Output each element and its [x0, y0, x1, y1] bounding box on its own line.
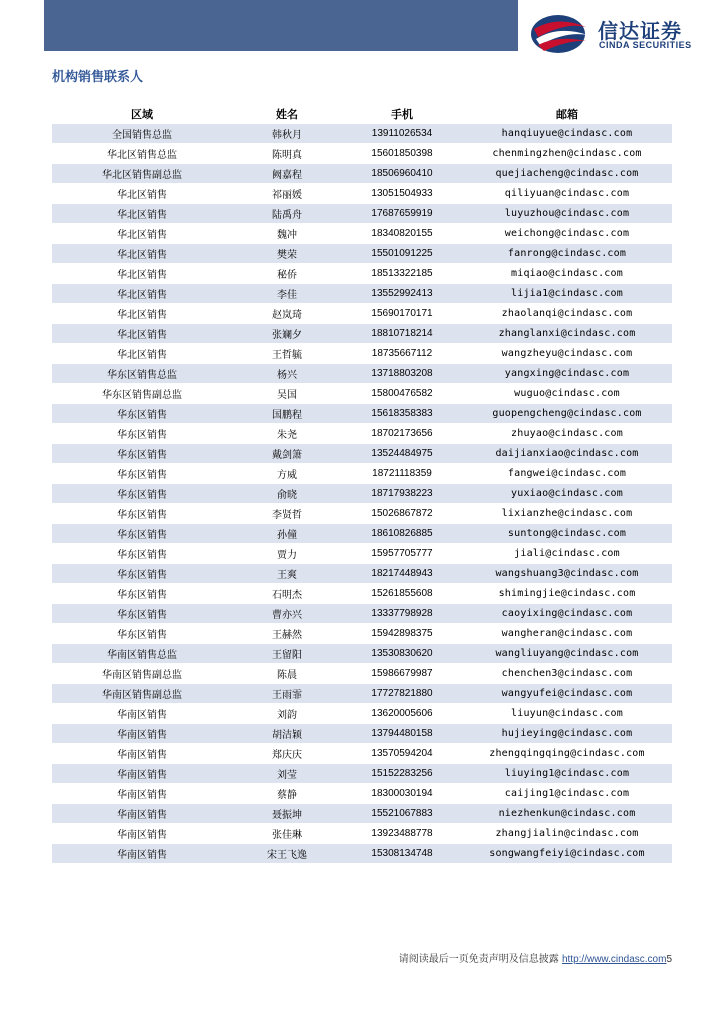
- footer-disclaimer: 请阅读最后一页免责声明及信息披露: [398, 954, 559, 965]
- region-cell: 华南区销售: [52, 784, 232, 804]
- table-row: [52, 784, 672, 804]
- email-cell: quejiacheng@cindasc.com: [462, 164, 672, 184]
- table-row: [52, 604, 672, 624]
- table-row: [52, 664, 672, 684]
- email-cell: caijing1@cindasc.com: [462, 784, 672, 804]
- email-cell: yuxiao@cindasc.com: [462, 484, 672, 504]
- email-cell: wuguo@cindasc.com: [462, 384, 672, 404]
- table-row: [52, 724, 672, 744]
- email-cell: wangshuang3@cindasc.com: [462, 564, 672, 584]
- page-number: 5: [666, 954, 672, 965]
- table-row: [52, 704, 672, 724]
- phone-cell: 15501091225: [342, 244, 462, 264]
- email-cell: hujieying@cindasc.com: [462, 724, 672, 744]
- table-row: [52, 224, 672, 244]
- region-cell: 华南区销售副总监: [52, 684, 232, 704]
- table-header-row: [52, 104, 672, 124]
- region-cell: 华南区销售: [52, 724, 232, 744]
- email-cell: fanrong@cindasc.com: [462, 244, 672, 264]
- region-cell: 华南区销售: [52, 704, 232, 724]
- table-row: [52, 524, 672, 544]
- table-row: [52, 124, 672, 144]
- table-row: [52, 544, 672, 564]
- phone-cell: 15690170171: [342, 304, 462, 324]
- name-cell: 陈晨: [232, 664, 342, 684]
- name-cell: 王哲毓: [232, 344, 342, 364]
- name-cell: 李贤哲: [232, 504, 342, 524]
- email-cell: wangyufei@cindasc.com: [462, 684, 672, 704]
- name-cell: 刘莹: [232, 764, 342, 784]
- table-row: [52, 684, 672, 704]
- table-row: [52, 504, 672, 524]
- region-cell: 华北区销售: [52, 224, 232, 244]
- phone-cell: 15308134748: [342, 844, 462, 864]
- email-cell: liuyun@cindasc.com: [462, 704, 672, 724]
- region-cell: 华东区销售: [52, 604, 232, 624]
- name-cell: 孙僮: [232, 524, 342, 544]
- table-row: [52, 564, 672, 584]
- phone-cell: 13718803208: [342, 364, 462, 384]
- name-cell: 李佳: [232, 284, 342, 304]
- header-name: 姓名: [276, 108, 298, 121]
- email-cell: wangliuyang@cindasc.com: [462, 644, 672, 664]
- email-cell: yangxing@cindasc.com: [462, 364, 672, 384]
- email-cell: guopengcheng@cindasc.com: [462, 404, 672, 424]
- phone-cell: 13570594204: [342, 744, 462, 764]
- logo-text-cn: 信达证券: [598, 19, 682, 43]
- header-bar: [44, 0, 518, 51]
- name-cell: 王爽: [232, 564, 342, 584]
- cinda-logo: [528, 13, 708, 55]
- email-cell: chenchen3@cindasc.com: [462, 664, 672, 684]
- name-cell: 张斓夕: [232, 324, 342, 344]
- header-region: 区域: [131, 108, 153, 121]
- name-cell: 贾力: [232, 544, 342, 564]
- region-cell: 华东区销售: [52, 524, 232, 544]
- name-cell: 胡洁颖: [232, 724, 342, 744]
- table-row: [52, 384, 672, 404]
- table-row: [52, 164, 672, 184]
- region-cell: 华北区销售: [52, 184, 232, 204]
- email-cell: luyuzhou@cindasc.com: [462, 204, 672, 224]
- email-cell: miqiao@cindasc.com: [462, 264, 672, 284]
- region-cell: 华东区销售: [52, 584, 232, 604]
- phone-cell: 15618358383: [342, 404, 462, 424]
- email-cell: lijia1@cindasc.com: [462, 284, 672, 304]
- table-row: [52, 424, 672, 444]
- name-cell: 国鹏程: [232, 404, 342, 424]
- name-cell: 阙嘉程: [232, 164, 342, 184]
- name-cell: 张佳琳: [232, 824, 342, 844]
- phone-cell: 18340820155: [342, 224, 462, 244]
- table-row: [52, 304, 672, 324]
- phone-cell: 15800476582: [342, 384, 462, 404]
- region-cell: 华东区销售: [52, 404, 232, 424]
- phone-cell: 18513322185: [342, 264, 462, 284]
- phone-cell: 18610826885: [342, 524, 462, 544]
- name-cell: 刘韵: [232, 704, 342, 724]
- region-cell: 华南区销售: [52, 824, 232, 844]
- region-cell: 全国销售总监: [52, 124, 232, 144]
- website-link[interactable]: http://www.cindasc.com: [561, 954, 667, 965]
- name-cell: 王留阳: [232, 644, 342, 664]
- section-title: 机构销售联系人: [52, 70, 144, 85]
- table-row: [52, 244, 672, 264]
- region-cell: 华东区销售: [52, 544, 232, 564]
- table-row: [52, 744, 672, 764]
- phone-cell: 13337798928: [342, 604, 462, 624]
- name-cell: 陈明真: [232, 144, 342, 164]
- region-cell: 华北区销售: [52, 204, 232, 224]
- phone-cell: 15026867872: [342, 504, 462, 524]
- cinda-logo-icon: [528, 13, 592, 55]
- table-row: [52, 584, 672, 604]
- table-row: [52, 184, 672, 204]
- region-cell: 华东区销售: [52, 464, 232, 484]
- email-cell: lixianzhe@cindasc.com: [462, 504, 672, 524]
- phone-cell: 13552992413: [342, 284, 462, 304]
- table-row: [52, 764, 672, 784]
- table-row: [52, 464, 672, 484]
- email-cell: songwangfeiyi@cindasc.com: [462, 844, 672, 864]
- email-cell: zhaolanqi@cindasc.com: [462, 304, 672, 324]
- table-row: [52, 484, 672, 504]
- email-cell: fangwei@cindasc.com: [462, 464, 672, 484]
- email-cell: weichong@cindasc.com: [462, 224, 672, 244]
- name-cell: 朱尧: [232, 424, 342, 444]
- name-cell: 樊荣: [232, 244, 342, 264]
- phone-cell: 15942898375: [342, 624, 462, 644]
- phone-cell: 18217448943: [342, 564, 462, 584]
- region-cell: 华东区销售: [52, 424, 232, 444]
- name-cell: 俞晓: [232, 484, 342, 504]
- email-cell: jiali@cindasc.com: [462, 544, 672, 564]
- phone-cell: 15957705777: [342, 544, 462, 564]
- phone-cell: 13794480158: [342, 724, 462, 744]
- phone-cell: 18506960410: [342, 164, 462, 184]
- email-cell: daijianxiao@cindasc.com: [462, 444, 672, 464]
- phone-cell: 13620005606: [342, 704, 462, 724]
- phone-cell: 13051504933: [342, 184, 462, 204]
- region-cell: 华南区销售: [52, 744, 232, 764]
- phone-cell: 18300030194: [342, 784, 462, 804]
- name-cell: 秘侨: [232, 264, 342, 284]
- table-row: [52, 644, 672, 664]
- table-row: [52, 144, 672, 164]
- email-cell: hanqiuyue@cindasc.com: [462, 124, 672, 144]
- name-cell: 赵岚琦: [232, 304, 342, 324]
- table-row: [52, 344, 672, 364]
- table-row: [52, 804, 672, 824]
- header-phone: 手机: [391, 108, 413, 121]
- email-cell: suntong@cindasc.com: [462, 524, 672, 544]
- contacts-table: [52, 104, 672, 864]
- name-cell: 蔡静: [232, 784, 342, 804]
- name-cell: 王赫然: [232, 624, 342, 644]
- table-row: [52, 284, 672, 304]
- name-cell: 曹亦兴: [232, 604, 342, 624]
- region-cell: 华北区销售: [52, 244, 232, 264]
- table-row: [52, 324, 672, 344]
- email-cell: shimingjie@cindasc.com: [462, 584, 672, 604]
- region-cell: 华东区销售: [52, 504, 232, 524]
- email-cell: zhanglanxi@cindasc.com: [462, 324, 672, 344]
- region-cell: 华东区销售副总监: [52, 384, 232, 404]
- phone-cell: 15986679987: [342, 664, 462, 684]
- region-cell: 华北区销售: [52, 304, 232, 324]
- phone-cell: 15261855608: [342, 584, 462, 604]
- region-cell: 华东区销售: [52, 484, 232, 504]
- phone-cell: 13923488778: [342, 824, 462, 844]
- phone-cell: 15601850398: [342, 144, 462, 164]
- name-cell: 郑庆庆: [232, 744, 342, 764]
- email-cell: qiliyuan@cindasc.com: [462, 184, 672, 204]
- name-cell: 魏冲: [232, 224, 342, 244]
- email-cell: chenmingzhen@cindasc.com: [462, 144, 672, 164]
- region-cell: 华南区销售: [52, 764, 232, 784]
- table-row: [52, 824, 672, 844]
- name-cell: 戴剑箫: [232, 444, 342, 464]
- email-cell: niezhenkun@cindasc.com: [462, 804, 672, 824]
- table-row: [52, 264, 672, 284]
- phone-cell: 17687659919: [342, 204, 462, 224]
- table-body: [52, 124, 672, 864]
- table-row: [52, 404, 672, 424]
- name-cell: 吴国: [232, 384, 342, 404]
- logo-text-en: CINDA SECURITIES: [599, 40, 692, 50]
- footer: [399, 950, 672, 965]
- name-cell: 陆禹舟: [232, 204, 342, 224]
- phone-cell: 13530830620: [342, 644, 462, 664]
- name-cell: 宋王飞逸: [232, 844, 342, 864]
- region-cell: 华南区销售: [52, 844, 232, 864]
- table-row: [52, 844, 672, 864]
- region-cell: 华东区销售: [52, 444, 232, 464]
- region-cell: 华北区销售: [52, 344, 232, 364]
- region-cell: 华东区销售: [52, 624, 232, 644]
- region-cell: 华北区销售副总监: [52, 164, 232, 184]
- name-cell: 石明杰: [232, 584, 342, 604]
- email-cell: liuying1@cindasc.com: [462, 764, 672, 784]
- name-cell: 祁丽媛: [232, 184, 342, 204]
- name-cell: 韩秋月: [232, 124, 342, 144]
- region-cell: 华北区销售: [52, 284, 232, 304]
- table-row: [52, 624, 672, 644]
- name-cell: 方威: [232, 464, 342, 484]
- region-cell: 华南区销售总监: [52, 644, 232, 664]
- region-cell: 华东区销售总监: [52, 364, 232, 384]
- phone-cell: 13911026534: [342, 124, 462, 144]
- email-cell: zhangjialin@cindasc.com: [462, 824, 672, 844]
- name-cell: 杨兴: [232, 364, 342, 384]
- name-cell: 王雨霏: [232, 684, 342, 704]
- region-cell: 华北区销售: [52, 264, 232, 284]
- email-cell: zhuyao@cindasc.com: [462, 424, 672, 444]
- table-row: [52, 364, 672, 384]
- email-cell: wangheran@cindasc.com: [462, 624, 672, 644]
- phone-cell: 17727821880: [342, 684, 462, 704]
- region-cell: 华南区销售: [52, 804, 232, 824]
- phone-cell: 18717938223: [342, 484, 462, 504]
- name-cell: 聂振坤: [232, 804, 342, 824]
- table-row: [52, 204, 672, 224]
- phone-cell: 18721118359: [342, 464, 462, 484]
- phone-cell: 15152283256: [342, 764, 462, 784]
- region-cell: 华东区销售: [52, 564, 232, 584]
- phone-cell: 18735667112: [342, 344, 462, 364]
- region-cell: 华北区销售: [52, 324, 232, 344]
- phone-cell: 18702173656: [342, 424, 462, 444]
- table-row: [52, 444, 672, 464]
- region-cell: 华南区销售副总监: [52, 664, 232, 684]
- email-cell: caoyixing@cindasc.com: [462, 604, 672, 624]
- email-cell: zhengqingqing@cindasc.com: [462, 744, 672, 764]
- phone-cell: 15521067883: [342, 804, 462, 824]
- phone-cell: 18810718214: [342, 324, 462, 344]
- phone-cell: 13524484975: [342, 444, 462, 464]
- header-email: 邮箱: [556, 108, 578, 121]
- email-cell: wangzheyu@cindasc.com: [462, 344, 672, 364]
- region-cell: 华北区销售总监: [52, 144, 232, 164]
